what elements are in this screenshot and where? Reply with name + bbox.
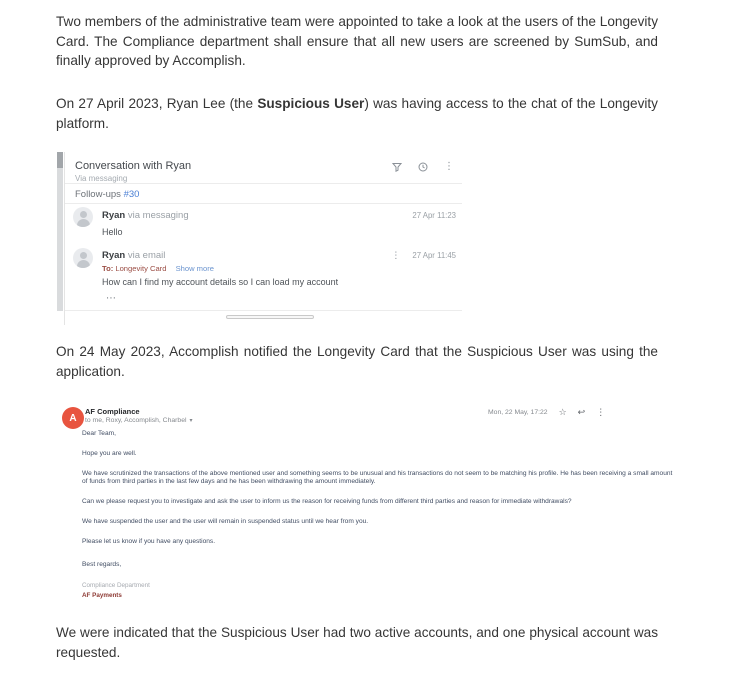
avatar	[73, 248, 93, 268]
horizontal-scrollbar[interactable]	[226, 315, 314, 319]
message-sender	[102, 250, 165, 261]
email-paragraph: Dear Team,	[82, 430, 116, 437]
paragraph-ryan-access-end: ) was having access to the chat of the Longevity platform.	[56, 96, 658, 131]
sender-name: Ryan	[102, 210, 126, 221]
followups-row	[75, 189, 139, 200]
email-closing: Best regards,	[82, 560, 122, 568]
sender-name: Ryan	[102, 250, 126, 261]
email-paragraph: We have suspended the user and the user will remain in suspended status until we hear from you.	[82, 517, 369, 525]
followups-divider	[65, 203, 462, 204]
kebab-menu-icon[interactable]: ⋮	[444, 161, 454, 172]
sender-avatar: A	[62, 407, 84, 429]
to-label: To:	[102, 264, 114, 273]
vertical-scrollbar[interactable]	[57, 152, 63, 311]
email-paragraph: We have scrutinized the transactions of the above mentioned user and something seems to be unusual and his transactions do not seem to be matching his profile. He has been receiving a small amount of funds from third parties in the last few days and he has been withdrawing the amount immediately.	[82, 469, 673, 486]
paragraph-accomplish-notice: On 24 May 2023, Accomplish notified the Longevity Card that the Suspicious User was using the application.	[56, 344, 658, 379]
chat-subtitle: Via messaging	[75, 174, 128, 183]
avatar	[73, 207, 93, 227]
email-paragraph: Hope you are well.	[82, 449, 137, 457]
followups-link[interactable]: #30	[123, 189, 140, 200]
email-screenshot	[62, 404, 675, 609]
filter-icon[interactable]	[392, 162, 402, 172]
chat-title: Conversation with Ryan	[75, 160, 192, 172]
vertical-scrollbar-thumb[interactable]	[57, 152, 63, 168]
email-recipients-toggle[interactable]	[85, 417, 193, 424]
collapsed-content-button[interactable]: ⋯	[106, 293, 117, 304]
dropdown-caret-icon[interactable]: ▾	[189, 418, 193, 424]
email-sender-name: AF Compliance	[85, 407, 140, 416]
message-body: Hello	[102, 227, 123, 237]
person-icon	[80, 252, 87, 259]
recipients-text: to me, Roxy, Accomplish, Charbel	[85, 417, 187, 424]
star-icon[interactable]: ☆	[558, 407, 567, 417]
email-date: Mon, 22 May, 17:22	[488, 409, 548, 416]
header-divider	[65, 183, 462, 184]
message-timestamp: 27 Apr 11:45	[412, 251, 456, 260]
bottom-divider	[65, 310, 462, 311]
signature-company: AF Payments	[82, 592, 122, 600]
paragraph-intro: Two members of the administrative team were appointed to take a look at the users of the Longevity Card. The Compliance department shall ensure that all new users are screened by SumSub, and finally approved by Accomplish.	[56, 14, 658, 68]
sender-channel: via messaging	[125, 210, 189, 221]
chat-header-actions	[392, 162, 454, 172]
email-paragraph: Please let us know if you have any questions.	[82, 537, 216, 545]
to-value: Longevity Card	[113, 264, 167, 273]
reply-icon[interactable]: ↩	[577, 407, 586, 417]
message-sender	[102, 210, 189, 221]
show-more-link[interactable]: Show more	[175, 264, 214, 273]
followups-label: Follow-ups	[75, 189, 121, 200]
paragraph-ryan-access	[56, 94, 658, 133]
chat-screenshot	[57, 152, 462, 325]
kebab-menu-icon[interactable]: ⋮	[596, 407, 606, 417]
sender-channel: via email	[125, 250, 166, 261]
email-paragraph: Can we please request you to investigate and ask the user to inform us the reason for receiving funds from different third parties and reason for immediate withdrawals?	[82, 498, 572, 506]
suspicious-user-emphasis: Suspicious User	[257, 96, 365, 111]
message-timestamp-row	[391, 250, 456, 261]
person-icon	[80, 211, 87, 218]
message-timestamp: 27 Apr 11:23	[412, 211, 456, 220]
history-clock-icon[interactable]	[418, 162, 428, 172]
chat-panel	[64, 152, 462, 325]
signature-department: Compliance Department	[82, 582, 150, 590]
paragraph-conclusion: We were indicated that the Suspicious User had two active accounts, and one physical account was requested.	[56, 625, 658, 660]
email-meta-row	[488, 408, 605, 417]
message-kebab-menu-icon[interactable]: ⋮	[391, 250, 401, 260]
message-body: How can I find my account details so I can load my account	[102, 277, 339, 287]
email-body	[82, 430, 674, 601]
email-to-line	[102, 264, 214, 273]
paragraph-ryan-access-start: On 27 April 2023, Ryan Lee (the	[56, 96, 258, 111]
